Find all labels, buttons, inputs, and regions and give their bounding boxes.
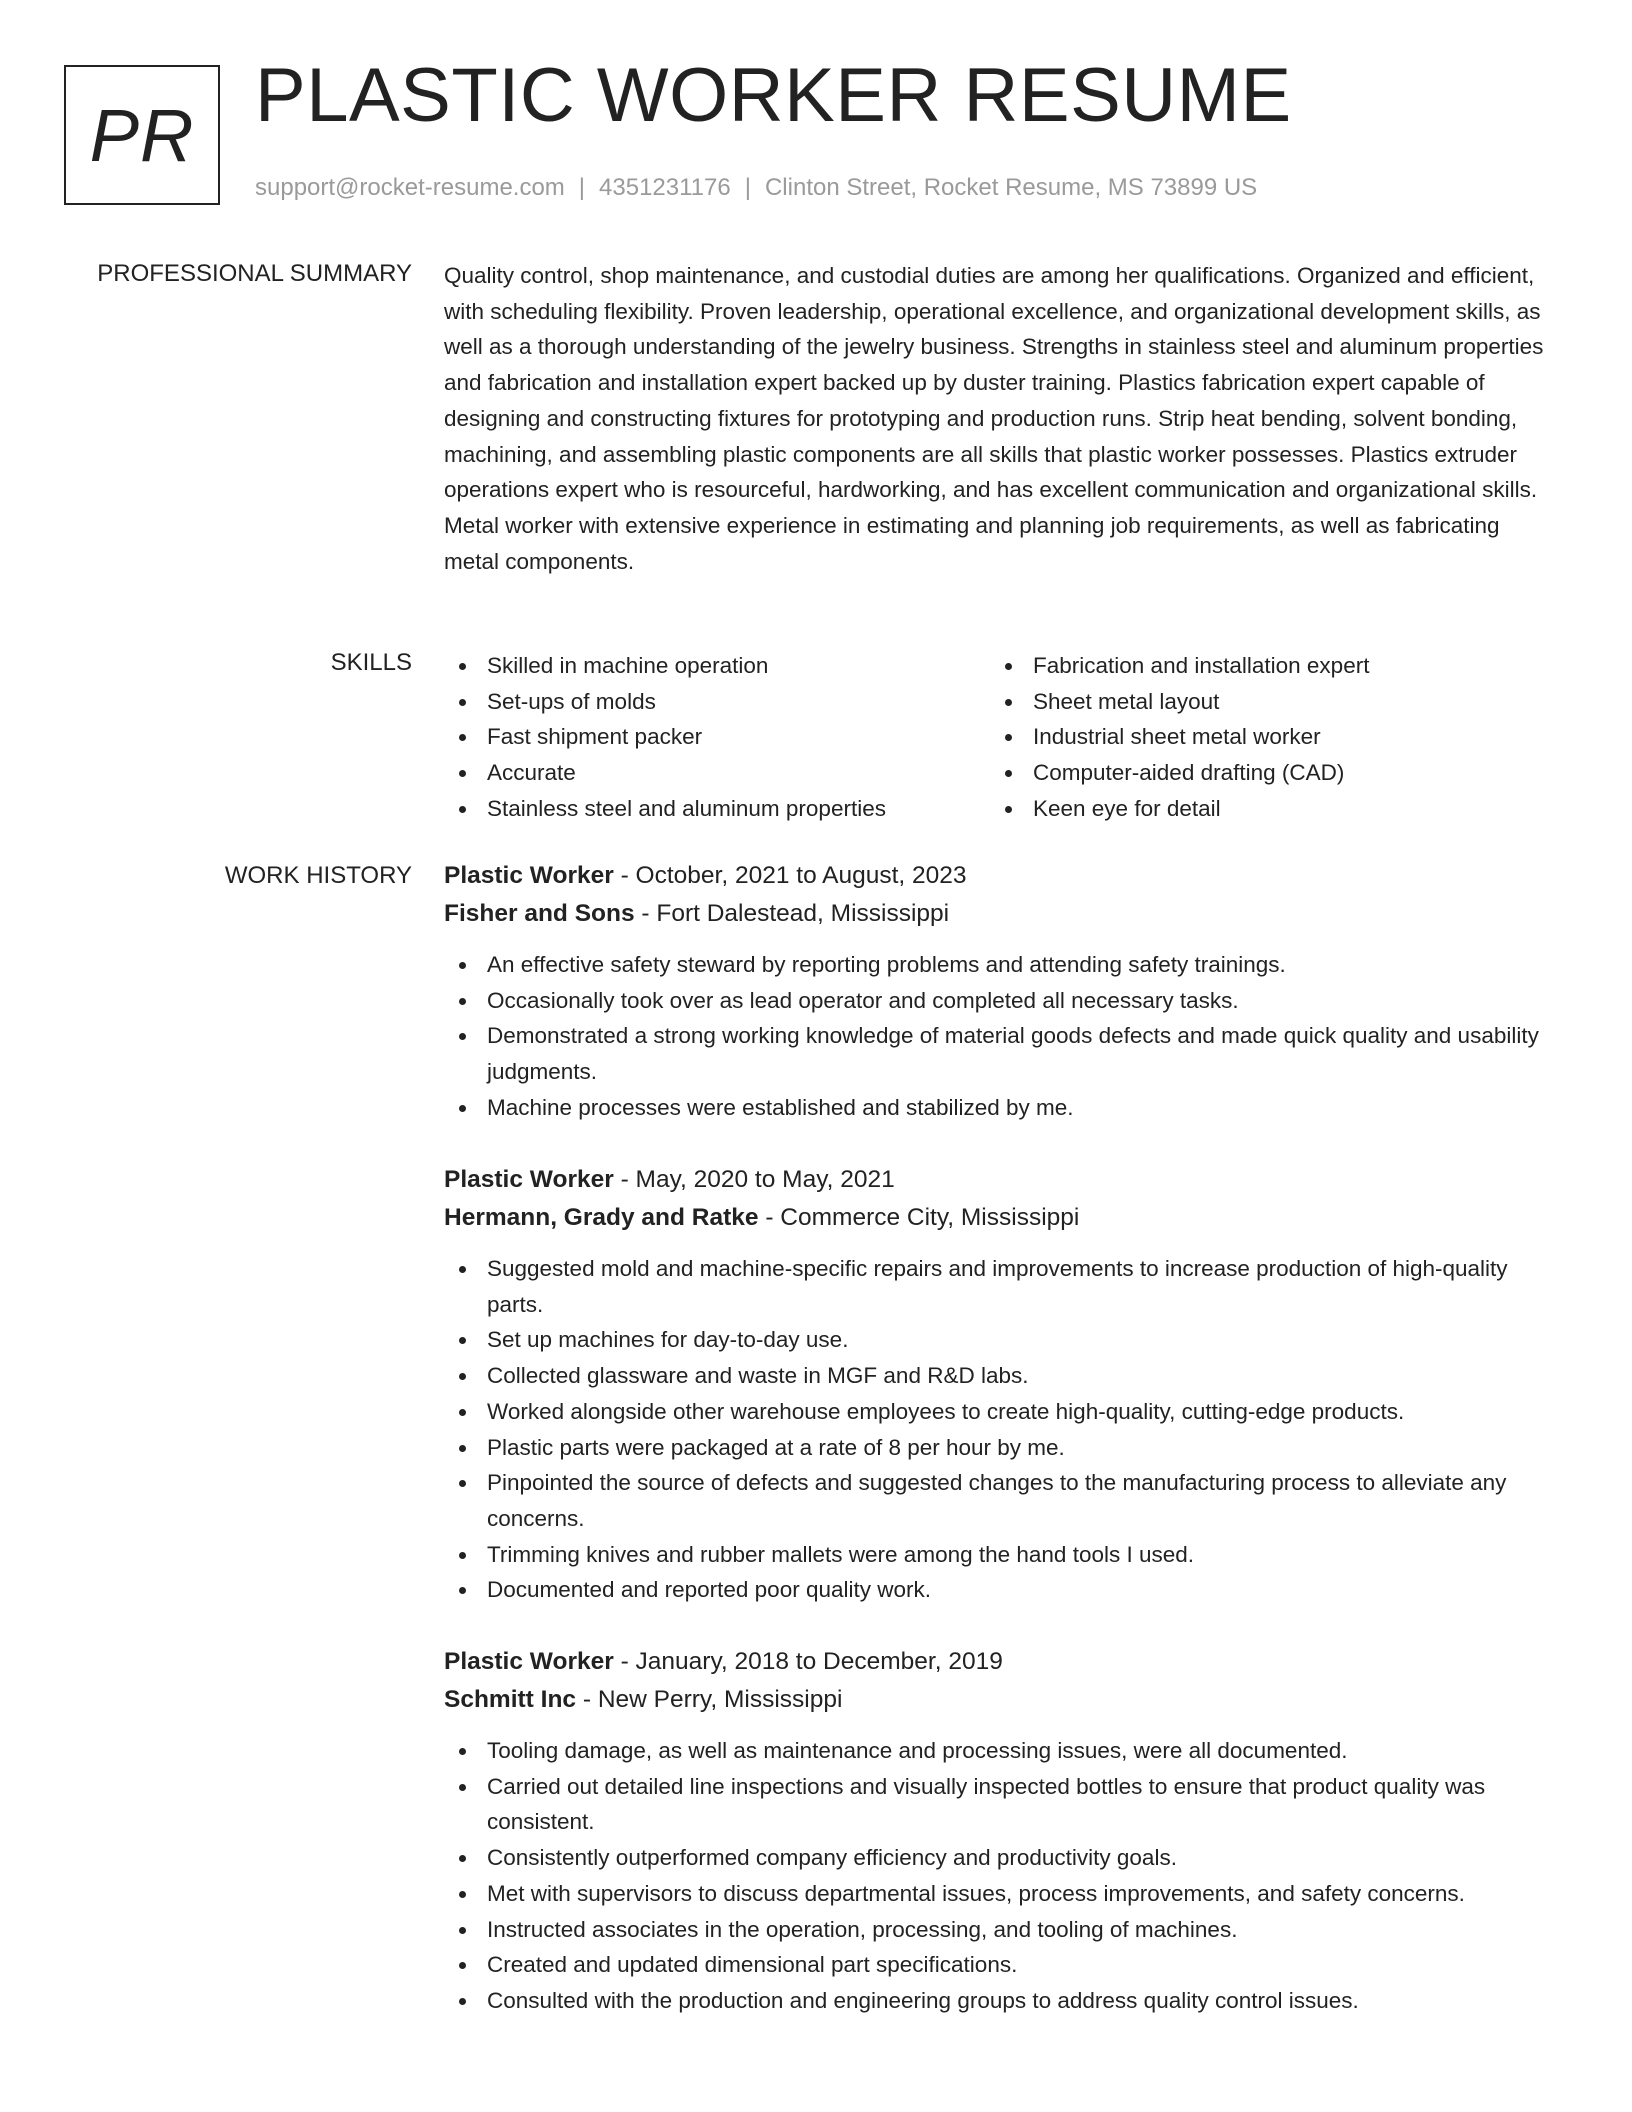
job-bullet: Demonstrated a strong working knowledge of material goods defects and made quick quality and usability judgments. bbox=[444, 1018, 1564, 1089]
job-bullet: Instructed associates in the operation, processing, and tooling of machines. bbox=[444, 1912, 1564, 1948]
contact-email[interactable]: support@rocket-resume.com bbox=[255, 174, 565, 201]
job-company-line bbox=[444, 1681, 1556, 1719]
job-bullets bbox=[444, 1251, 1564, 1608]
job-location: - Commerce City, Mississippi bbox=[758, 1204, 1080, 1231]
job-bullet: Pinpointed the source of defects and suggested changes to the manufacturing process to alleviate any concerns. bbox=[444, 1465, 1564, 1536]
job-title-line bbox=[444, 1161, 1556, 1199]
job-bullet: Consulted with the production and engineering groups to address quality control issues. bbox=[444, 1983, 1564, 2019]
summary-text: Quality control, shop maintenance, and custodial duties are among her qualifications. Organized and efficient, with scheduling flexibility. Proven leadership, operational excellence, and organizational development skills, as well as a thorough understanding of the jewelry business. Strengths in stainless steel and aluminum properties and fabrication and installation expert backed up by duster training. Plastics fabrication expert capable of designing and constructing fixtures for prototyping and production runs. Strip heat bending, solvent bonding, machining, and assembling plastic components are all skills that plastic worker possesses. Plastics extruder operations expert who is resourceful, hardworking, and has excellent communication and organizational skills. Metal worker with extensive experience in estimating and planning job requirements, as well as fabricating metal components. bbox=[444, 263, 1544, 574]
skill-item: Keen eye for detail bbox=[990, 791, 1510, 827]
job-bullets bbox=[444, 947, 1564, 1126]
contact-line bbox=[255, 176, 1257, 200]
job-bullet: Created and updated dimensional part specifications. bbox=[444, 1947, 1564, 1983]
job-entry bbox=[444, 1161, 1556, 1608]
job-entry bbox=[444, 857, 1556, 1126]
job-dates: - January, 2018 to December, 2019 bbox=[613, 1648, 1003, 1675]
job-company: Fisher and Sons bbox=[444, 900, 635, 927]
skills-column-2 bbox=[990, 648, 1510, 827]
job-bullet: Documented and reported poor quality work. bbox=[444, 1572, 1564, 1608]
contact-address: Clinton Street, Rocket Resume, MS 73899 US bbox=[764, 174, 1258, 201]
job-bullet: Plastic parts were packaged at a rate of 8 per hour by me. bbox=[444, 1430, 1564, 1466]
job-title-line bbox=[444, 1643, 1556, 1681]
section-label-skills: SKILLS bbox=[330, 649, 412, 676]
job-bullet: Collected glassware and waste in MGF and R&D labs. bbox=[444, 1358, 1564, 1394]
job-bullet: Machine processes were established and stabilized by me. bbox=[444, 1090, 1564, 1126]
job-bullet: Set up machines for day-to-day use. bbox=[444, 1322, 1564, 1358]
job-bullet: Occasionally took over as lead operator and completed all necessary tasks. bbox=[444, 983, 1564, 1019]
contact-separator: | bbox=[744, 174, 751, 201]
section-label-work-history: WORK HISTORY bbox=[224, 862, 412, 889]
job-title: Plastic Worker bbox=[444, 1648, 614, 1675]
job-bullets bbox=[444, 1733, 1564, 2019]
job-dates: - October, 2021 to August, 2023 bbox=[613, 862, 967, 889]
job-company: Schmitt Inc bbox=[444, 1686, 577, 1713]
job-company-line bbox=[444, 1199, 1556, 1237]
section-label-summary: PROFESSIONAL SUMMARY bbox=[97, 260, 412, 287]
skill-item: Fabrication and installation expert bbox=[990, 648, 1510, 684]
job-bullet: Worked alongside other warehouse employees to create high-quality, cutting-edge products. bbox=[444, 1394, 1564, 1430]
contact-phone[interactable]: 4351231176 bbox=[599, 174, 731, 201]
skill-item: Stainless steel and aluminum properties bbox=[444, 791, 990, 827]
job-bullet: Suggested mold and machine-specific repairs and improvements to increase production of high-quality parts. bbox=[444, 1251, 1564, 1322]
skill-item: Industrial sheet metal worker bbox=[990, 719, 1510, 755]
skill-item: Set-ups of molds bbox=[444, 684, 990, 720]
skills-column-1 bbox=[444, 648, 990, 827]
job-location: - Fort Dalestead, Mississippi bbox=[634, 900, 950, 927]
job-dates: - May, 2020 to May, 2021 bbox=[613, 1166, 895, 1193]
job-company: Hermann, Grady and Ratke bbox=[444, 1204, 759, 1231]
job-title: Plastic Worker bbox=[444, 862, 614, 889]
job-bullet: Tooling damage, as well as maintenance and processing issues, were all documented. bbox=[444, 1733, 1564, 1769]
job-company-line bbox=[444, 895, 1556, 933]
job-bullet: Trimming knives and rubber mallets were among the hand tools I used. bbox=[444, 1537, 1564, 1573]
skill-item: Computer-aided drafting (CAD) bbox=[990, 755, 1510, 791]
contact-separator: | bbox=[578, 174, 586, 201]
job-entry bbox=[444, 1643, 1556, 2019]
job-bullet: Met with supervisors to discuss departmental issues, process improvements, and safety concerns. bbox=[444, 1876, 1564, 1912]
monogram-logo: PR bbox=[64, 65, 220, 205]
skill-item: Accurate bbox=[444, 755, 990, 791]
resume-title: PLASTIC WORKER RESUME bbox=[255, 53, 1292, 138]
job-bullet: An effective safety steward by reporting problems and attending safety trainings. bbox=[444, 947, 1564, 983]
job-bullet: Consistently outperformed company efficiency and productivity goals. bbox=[444, 1840, 1564, 1876]
skills-list bbox=[444, 648, 1556, 827]
skill-item: Sheet metal layout bbox=[990, 684, 1510, 720]
job-title-line bbox=[444, 857, 1556, 895]
skill-item: Skilled in machine operation bbox=[444, 648, 990, 684]
job-bullet: Carried out detailed line inspections and visually inspected bottles to ensure that product quality was consistent. bbox=[444, 1769, 1564, 1840]
job-title: Plastic Worker bbox=[444, 1166, 614, 1193]
skill-item: Fast shipment packer bbox=[444, 719, 990, 755]
job-location: - New Perry, Mississippi bbox=[576, 1686, 843, 1713]
